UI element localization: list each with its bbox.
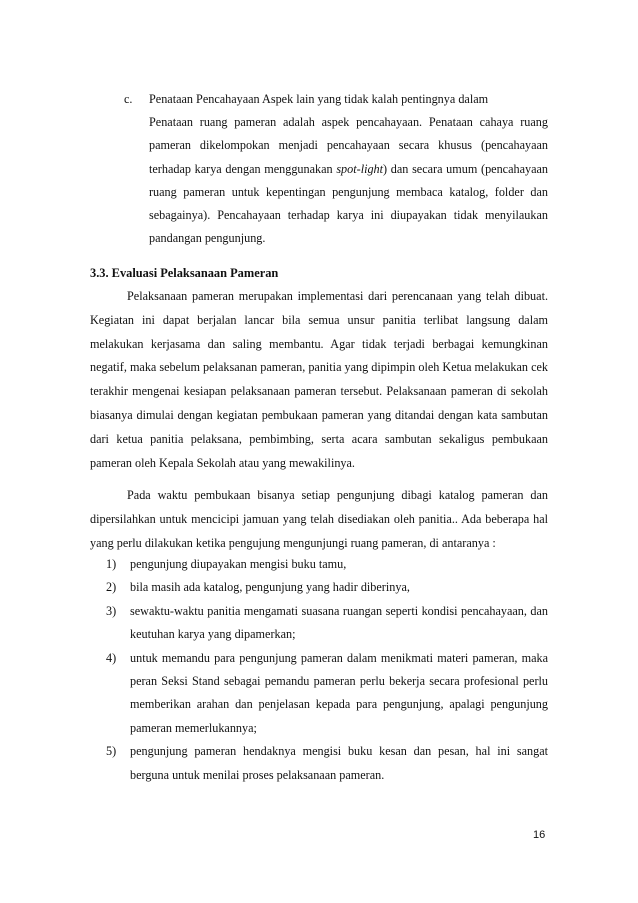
list-number: 4) — [106, 650, 117, 665]
item-body — [124, 111, 548, 250]
item-body-text: Penataan ruang pameran adalah aspek pencahayaan. Penataan cahaya ruang pameran dikelompokan menjadi pencahayaan secara khusus (pencahayaan terhadap karya dengan menggunakan — [149, 115, 548, 176]
list-number: 3) — [106, 603, 117, 618]
list-item — [90, 576, 548, 599]
list-number: 2) — [106, 580, 117, 595]
numbered-list — [90, 553, 548, 787]
section-title: 3.3. Evaluasi Pelaksanaan Pameran — [90, 266, 279, 280]
list-text: sewaktu-waktu panitia mengamati suasana ruangan seperti kondisi pencahayaan, dan keutuhan karya yang dipamerkan; — [130, 603, 548, 642]
list-text: bila masih ada katalog, pengunjung yang hadir diberinya, — [130, 580, 410, 595]
list-item — [90, 600, 548, 647]
item-body-text-end: ) dan secara umum (pencahayaan ruang pameran untuk kepentingan pengunjung membaca katalog, folder dan sebagainya). Pencahayaan terhadap karya ini diupayakan tidak menyilaukan pandangan pengunjung. — [149, 161, 548, 246]
item-body-italic: spot-light — [336, 161, 384, 176]
list-item — [90, 553, 548, 576]
list-number: 1) — [106, 557, 117, 571]
list-item-c — [124, 88, 548, 250]
list-text: pengunjung pameran hendaknya mengisi buku kesan dan pesan, hal ini sangat berguna untuk menilai proses pelaksanaan pameran. — [130, 744, 548, 782]
paragraph: Pada waktu pembukaan bisanya setiap pengunjung dibagi katalog pameran dan dipersilahkan untuk mencicipi jamuan yang telah disediakan oleh panitia.. Ada beberapa hal yang perlu dilakukan ketika pengujung mengunjungi ruang pameran, di antaranya : — [90, 488, 548, 550]
item-marker: c. — [124, 92, 133, 106]
list-text: pengunjung diupayakan mengisi buku tamu, — [130, 557, 347, 571]
list-item — [90, 740, 548, 787]
list-text: untuk memandu para pengunjung pameran dalam menikmati materi pameran, maka peran Seksi Stand sebagai pemandu pameran perlu bekerja secara profesional perlu memberikan arahan dan penjelasan kepada para pengunjung, apalagi pengunjung pameran memerlukannya; — [130, 650, 548, 735]
item-heading: Penataan Pencahayaan Aspek lain yang tidak kalah pentingnya dalam — [149, 92, 489, 106]
page-number: 16 — [533, 829, 546, 841]
paragraph: Pelaksanaan pameran merupakan implementasi dari perencanaan yang telah dibuat. Kegiatan ini dapat berjalan lancar bila semua unsur panitia terlibat langsung dalam melakukan kerjasama dan saling membantu. Agar tidak terjadi berbagai kemungkinan negatif, maka sebelum pelaksanan pameran, panitia yang dipimpin oleh Ketua melakukan cek terakhir mengenai kesiapan pelaksanaan pameran tersebut. Pelaksanaan pameran di sekolah biasanya dimulai dengan kegiatan pembukaan pameran yang ditandai dengan kata sambutan dari ketua panitia pelaksana, pembimbing, serta acara sambutan sekaligus pembukaan pameran oleh Kepala Sekolah atau yang mewakilinya. — [90, 289, 548, 470]
list-number: 5) — [106, 744, 117, 759]
list-item — [90, 647, 548, 741]
